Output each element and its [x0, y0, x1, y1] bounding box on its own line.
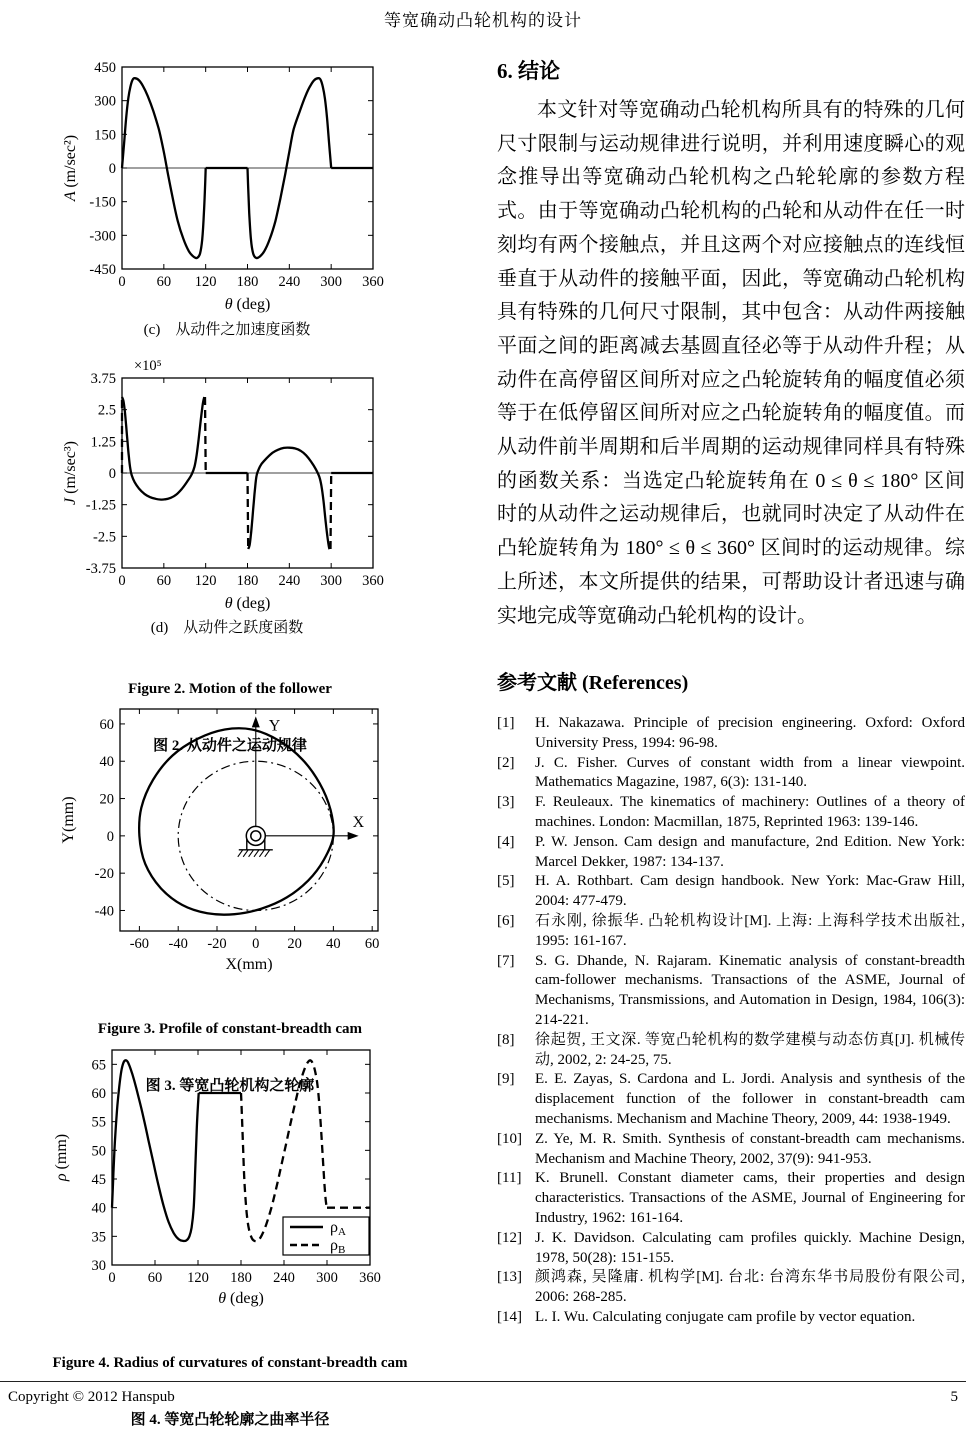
- reference-item: [497, 1169, 965, 1228]
- svg-text:150: 150: [94, 127, 116, 144]
- svg-text:450: 450: [94, 60, 116, 76]
- reference-number: [2]: [497, 754, 515, 771]
- reference-item: [497, 1308, 965, 1328]
- svg-text:50: 50: [91, 1143, 106, 1160]
- svg-text:-150: -150: [89, 194, 116, 211]
- svg-text:240: 240: [278, 573, 301, 589]
- svg-text:3.75: 3.75: [90, 371, 116, 387]
- svg-text:240: 240: [278, 274, 301, 290]
- svg-text:0: 0: [252, 936, 260, 952]
- svg-text:120: 120: [194, 573, 217, 589]
- svg-text:X: X: [352, 813, 365, 831]
- svg-text:-300: -300: [89, 228, 116, 245]
- svg-text:60: 60: [147, 1270, 163, 1286]
- svg-text:0: 0: [108, 466, 116, 482]
- svg-text:300: 300: [316, 1270, 338, 1286]
- svg-text:180: 180: [236, 274, 259, 290]
- svg-text:-1.25: -1.25: [85, 497, 116, 514]
- svg-text:120: 120: [194, 274, 217, 290]
- conclusion-heading: 6. 结论: [497, 59, 560, 83]
- svg-text:-40: -40: [94, 903, 114, 920]
- footer-page-number: 5: [950, 1389, 958, 1405]
- reference-number: [5]: [497, 873, 515, 890]
- svg-text:180: 180: [236, 573, 259, 589]
- svg-text:1.25: 1.25: [90, 434, 116, 451]
- subcaption-c: (c) 从动件之加速度函数: [143, 322, 311, 338]
- reference-item: [497, 833, 965, 873]
- svg-text:20: 20: [99, 791, 114, 808]
- svg-text:55: 55: [91, 1114, 106, 1131]
- reference-text: F. Reuleaux. The kinematics of machinery: Outlines of a theory of machines. London: Macmillan, 1875, Reprinted 1963: 139-146.: [535, 794, 965, 830]
- svg-text:300: 300: [320, 573, 343, 589]
- reference-text: P. W. Jenson. Cam design and manufacture, 2nd Edition. New York: Marcel Dekker, 1987: 134-137.: [535, 833, 965, 870]
- svg-text:-20: -20: [94, 866, 114, 883]
- svg-text:360: 360: [359, 1270, 381, 1286]
- svg-text:40: 40: [91, 1200, 106, 1217]
- svg-text:240: 240: [273, 1270, 295, 1286]
- svg-text:60: 60: [156, 573, 172, 589]
- references-list: [497, 714, 965, 1328]
- svg-text:X(mm): X(mm): [225, 956, 273, 973]
- svg-text:θ (deg): θ (deg): [218, 1290, 264, 1307]
- footer-copyright: Copyright © 2012 Hanspub: [8, 1389, 175, 1405]
- svg-text:-40: -40: [168, 936, 188, 952]
- svg-text:360: 360: [362, 274, 384, 290]
- reference-number: [9]: [497, 1071, 515, 1088]
- svg-text:-60: -60: [129, 936, 150, 952]
- svg-text:30: 30: [91, 1258, 106, 1274]
- svg-text:40: 40: [99, 754, 114, 771]
- svg-text:60: 60: [99, 716, 114, 733]
- svg-text:Y(mm): Y(mm): [60, 796, 77, 844]
- reference-text: S. G. Dhande, N. Rajaram. Kinematic analysis of constant-breadth cam-follower mechanisms. Transactions of the ASME, Journal of Mechanisms, Transmissions, and Automation in Design, 1984, 106(3): 214-221.: [535, 952, 965, 1028]
- reference-item: [497, 872, 965, 912]
- reference-text: L. I. Wu. Calculating conjugate cam profile by vector equation.: [535, 1308, 916, 1325]
- chart-follower-jerk: [57, 352, 397, 616]
- reference-item: [497, 1268, 965, 1308]
- reference-number: [10]: [497, 1130, 522, 1147]
- svg-text:60: 60: [364, 936, 380, 952]
- svg-text:Y: Y: [268, 717, 281, 735]
- svg-text:-3.75: -3.75: [85, 561, 116, 577]
- reference-text: 颜鸿森, 吴隆庸. 机构学[M]. 台北: 台湾东华书局股份有限公司, 2006: 268-285.: [535, 1269, 965, 1306]
- svg-text:300: 300: [94, 93, 116, 110]
- reference-item: [497, 1130, 965, 1170]
- svg-text:ρ (mm): ρ (mm): [53, 1133, 70, 1182]
- svg-text:A (m/sec²): A (m/sec²): [62, 134, 79, 202]
- figure4-caption-zh: 图 4. 等宽凸轮轮廓之曲率半径: [130, 1412, 330, 1428]
- chart-cam-profile: [55, 695, 405, 977]
- svg-text:J (m/sec³): J (m/sec³): [62, 441, 79, 505]
- svg-text:ρB: ρB: [330, 1237, 346, 1256]
- reference-number: [1]: [497, 715, 515, 731]
- reference-item: [497, 1070, 965, 1129]
- reference-number: [7]: [497, 952, 515, 969]
- page-footer: [8, 1389, 958, 1406]
- reference-number: [14]: [497, 1308, 522, 1325]
- figure2-caption-en: Figure 2. Motion of the follower: [128, 681, 332, 697]
- svg-text:40: 40: [326, 936, 341, 952]
- reference-number: [3]: [497, 794, 515, 811]
- svg-text:×10⁵: ×10⁵: [134, 358, 162, 374]
- svg-text:0: 0: [118, 573, 126, 589]
- reference-item: [497, 952, 965, 1031]
- reference-item: [497, 1031, 965, 1071]
- chart-radius-of-curvature: [48, 1042, 388, 1311]
- reference-item: [497, 1229, 965, 1269]
- svg-text:0: 0: [108, 1270, 116, 1286]
- reference-number: [6]: [497, 912, 515, 929]
- svg-text:θ (deg): θ (deg): [224, 595, 271, 612]
- reference-text: H. Nakazawa. Principle of precision engineering. Oxford: Oxford University Press, 1994: 96-98.: [535, 715, 965, 751]
- figure3-caption-en: Figure 3. Profile of constant-breadth cam: [97, 1021, 363, 1037]
- reference-text: 石永刚, 徐振华. 凸轮机构设计[M]. 上海: 上海科学技术出版社, 1995: 161-167.: [535, 912, 965, 949]
- conclusion-paragraph: 本文针对等宽确动凸轮机构所具有的特殊的几何尺寸限制与运动规律进行说明，并利用速度瞬心的观念推导出等宽确动凸轮机构之凸轮轮廓的参数方程式。由于等宽确动凸轮机构的凸轮和从动件在任一时刻均有两个接触点，并且这两个对应接触点的连线恒垂直于从动件的接触平面，因此，等宽确动凸轮机构具有特殊的几何尺寸限制，其中包含：从动件两接触平面之间的距离减去基圆直径必等于从动件升程；从动件在高停留区间所对应之凸轮旋转角的幅度值必须等于在低停留区间所对应之凸轮旋转角的幅度值。而从动件前半周期和后半周期的运动规律同样具有特殊的函数关系：当选定凸轮旋转角在 0 ≤ θ ≤ 180° 区间时的从动件之运动规律后，也就同时决定了从动件在凸轮旋转角为 180° ≤ θ ≤ 360° 区间时的运动规律。综上所述，本文所提供的结果，可帮助设计者迅速与确实地完成等宽确动凸轮机构的设计。: [497, 99, 965, 627]
- chart-follower-acceleration: [57, 57, 397, 317]
- footer-rule: [0, 1381, 966, 1382]
- svg-text:0: 0: [118, 274, 126, 290]
- reference-text: J. C. Fisher. Curves of constant width from a linear viewpoint. Mathematics Magazine, 1987, 6(3): 131-140.: [535, 754, 965, 791]
- reference-number: [11]: [497, 1170, 522, 1187]
- svg-text:0: 0: [106, 828, 114, 845]
- reference-item: [497, 754, 965, 794]
- reference-number: [13]: [497, 1269, 522, 1286]
- svg-text:0: 0: [108, 161, 116, 177]
- page-title: 等宽确动凸轮机构的设计: [384, 11, 582, 30]
- svg-text:-20: -20: [207, 936, 227, 952]
- figure4-caption: [10, 1316, 450, 1449]
- references-heading: 参考文献 (References): [497, 672, 689, 694]
- reference-number: [12]: [497, 1229, 522, 1246]
- svg-text:45: 45: [91, 1172, 106, 1188]
- reference-number: [8]: [497, 1031, 515, 1048]
- svg-text:20: 20: [287, 936, 302, 952]
- reference-text: 徐起贺, 王文深. 等宽凸轮机构的数学建模与动态仿真[J]. 机械传动, 2002, 2: 24-25, 75.: [535, 1031, 965, 1068]
- reference-text: J. K. Davidson. Calculating cam profiles quickly. Machine Design, 1978, 50(28): 151-155.: [535, 1229, 965, 1266]
- svg-text:300: 300: [320, 274, 343, 290]
- reference-item: [497, 793, 965, 833]
- svg-text:180: 180: [230, 1270, 252, 1286]
- reference-number: [4]: [497, 833, 515, 850]
- svg-text:θ (deg): θ (deg): [224, 296, 271, 313]
- figure3-caption-zh: 图 3. 等宽凸轮机构之轮廓: [145, 1078, 315, 1094]
- svg-text:35: 35: [91, 1229, 106, 1246]
- reference-item: [497, 714, 965, 754]
- subcaption-d: (d) 从动件之跃度函数: [150, 620, 304, 636]
- svg-text:60: 60: [156, 274, 172, 290]
- figure2-caption-zh: 图 2. 从动件之运动规律: [153, 738, 307, 754]
- svg-text:65: 65: [91, 1057, 106, 1074]
- svg-text:-2.5: -2.5: [93, 529, 116, 546]
- reference-text: K. Brunell. Constant diameter cams, their properties and design characteristics. Transactions of the ASME, Journal of Engineering for Industry, 1962: 161-164.: [535, 1170, 965, 1226]
- svg-text:120: 120: [187, 1270, 209, 1286]
- svg-text:360: 360: [362, 573, 384, 589]
- reference-text: H. A. Rothbart. Cam design handbook. New York: Mac-Graw Hill, 2004: 477-479.: [535, 873, 965, 910]
- reference-item: [497, 912, 965, 952]
- reference-text: Z. Ye, M. R. Smith. Synthesis of constant-breadth cam mechanisms. Mechanism and Machine Theory, 2002, 37(9): 941-953.: [535, 1130, 965, 1167]
- svg-text:-450: -450: [89, 262, 116, 278]
- svg-text:ρA: ρA: [330, 1219, 346, 1238]
- reference-text: E. E. Zayas, S. Cardona and L. Jordi. Analysis and synthesis of the displacement function of the follower in constant-breadth cam mechanisms. Mechanism and Machine Theory, 2009, 44: 1938-1949.: [535, 1071, 965, 1127]
- figure4-caption-en: Figure 4. Radius of curvatures of constant-breadth cam: [52, 1355, 408, 1371]
- svg-text:60: 60: [91, 1086, 106, 1102]
- svg-text:2.5: 2.5: [97, 402, 116, 419]
